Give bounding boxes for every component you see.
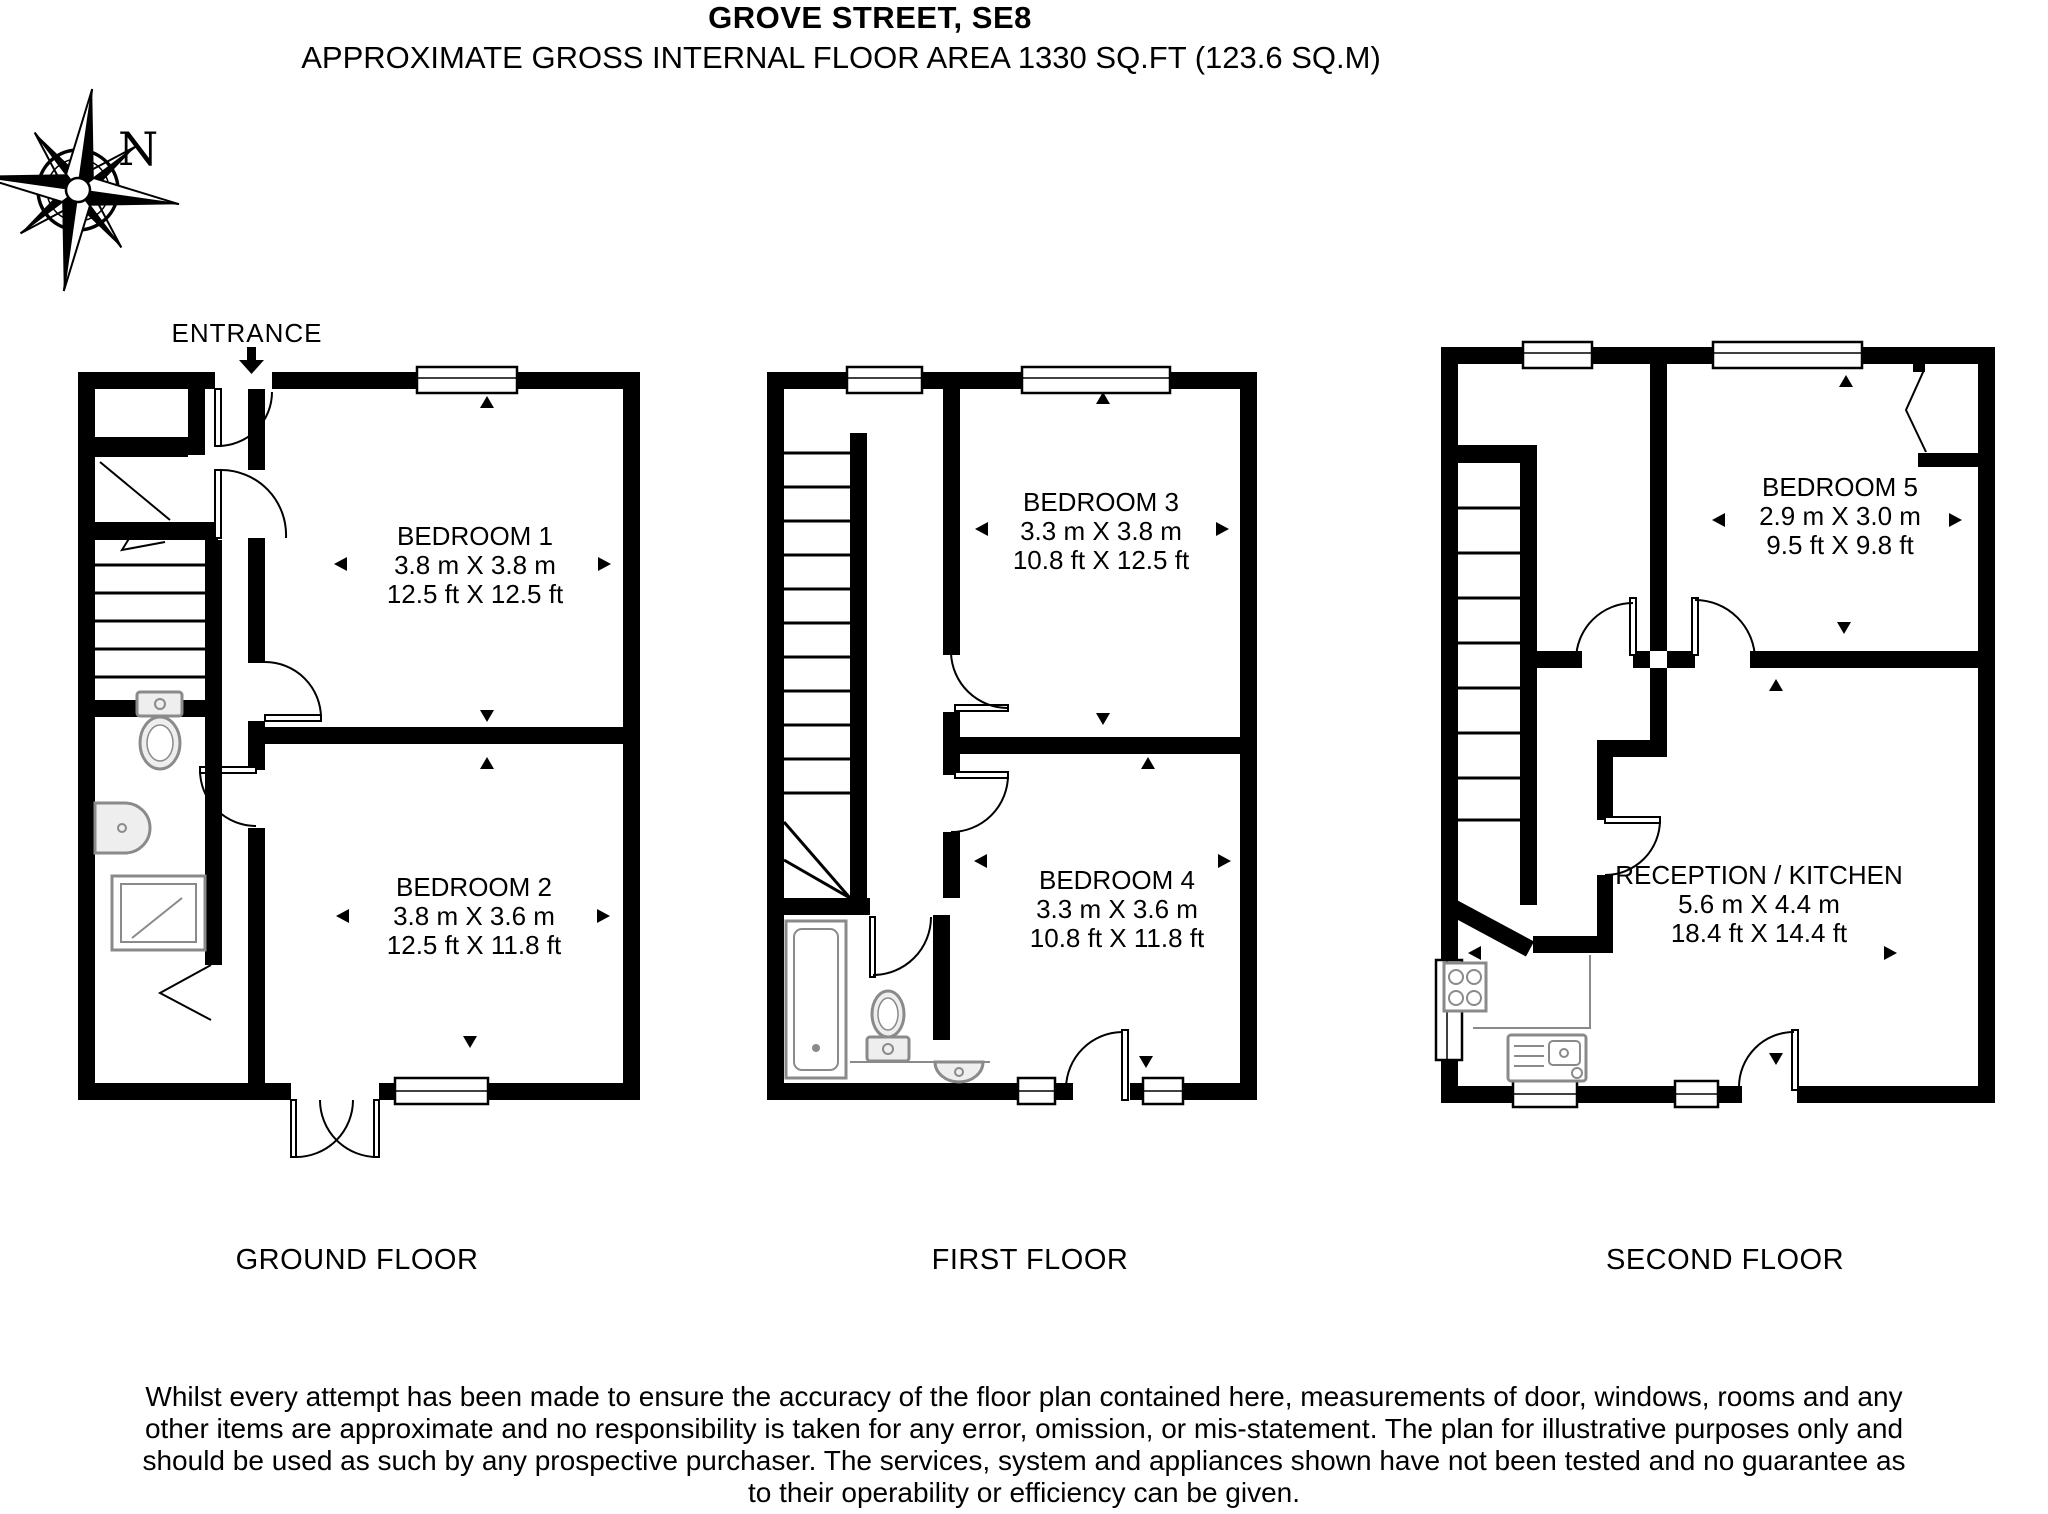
- sink-icon: [95, 803, 150, 853]
- room-label-reception-kitchen: [1615, 861, 1902, 948]
- sink-icon: [850, 1062, 990, 1082]
- room-label-bedroom3: [1013, 488, 1189, 575]
- room-imperial: 18.4 ft X 14.4 ft: [1670, 918, 1848, 948]
- disclaimer-line: other items are approximate and no responsibility is taken for any error, omission, or mis-statement. The plan for illustrative purposes only and: [144, 1413, 1904, 1444]
- compass-north-label: N: [118, 122, 159, 176]
- bathtub-icon: [786, 921, 846, 1078]
- room-metric: 3.8 m X 3.8 m: [394, 550, 556, 580]
- caption-second-floor: SECOND FLOOR: [1605, 1244, 1845, 1276]
- room-name: BEDROOM 2: [395, 872, 553, 902]
- chamfer-wall: [1450, 906, 1530, 949]
- room-imperial: 12.5 ft X 12.5 ft: [386, 579, 564, 609]
- room-metric: 3.8 m X 3.6 m: [393, 901, 555, 931]
- toilet-icon: [867, 991, 909, 1061]
- page-title: GROVE STREET, SE8: [708, 0, 1032, 35]
- disclaimer-line: Whilst every attempt has been made to ensure the accuracy of the floor plan contained here, measurements of door, windows, rooms and any: [145, 1381, 1903, 1412]
- caption-ground-floor: GROUND FLOOR: [235, 1244, 479, 1276]
- staircase: [784, 433, 867, 903]
- reception-exterior-door: [1739, 1030, 1798, 1090]
- room-label-bedroom1: [387, 522, 563, 609]
- staircase: [95, 540, 222, 717]
- kitchen-counter: [1473, 955, 1590, 1028]
- bedroom4-door: [951, 772, 1008, 832]
- staircase: [1458, 445, 1537, 905]
- toilet-icon: [137, 692, 182, 769]
- room-metric: 2.9 m X 3.0 m: [1759, 501, 1921, 531]
- room-label-bedroom4: [1030, 866, 1204, 953]
- closet: [1906, 364, 1978, 467]
- room-name: RECEPTION / KITCHEN: [1615, 860, 1903, 890]
- ground-floor-plan: [78, 367, 640, 1157]
- kitchen-sink-icon: [1508, 1035, 1586, 1081]
- caption-first-floor: FIRST FLOOR: [931, 1244, 1129, 1276]
- room-metric: 3.3 m X 3.6 m: [1036, 894, 1198, 924]
- room-metric: 5.6 m X 4.4 m: [1678, 889, 1840, 919]
- entrance-arrow-icon: [239, 347, 264, 374]
- hall-door: [215, 470, 286, 538]
- landing-door: [1576, 598, 1636, 660]
- closet-door-leaf: [100, 462, 170, 520]
- page-subtitle: APPROXIMATE GROSS INTERNAL FLOOR AREA 1330 SQ.FT (123.6 SQ.M): [301, 40, 1381, 75]
- room-imperial: 10.8 ft X 11.8 ft: [1029, 923, 1205, 953]
- disclaimer-line: should be used as such by any prospective purchaser. The services, system and appliances shown have not been tested and no guarantee as: [142, 1445, 1906, 1476]
- disclaimer: [142, 1381, 1905, 1509]
- french-doors: [291, 1100, 379, 1157]
- first-floor-plan: [767, 367, 1257, 1104]
- room-metric: 3.3 m X 3.8 m: [1020, 516, 1182, 546]
- shower-icon: [112, 876, 205, 950]
- entrance-label: ENTRANCE: [171, 318, 323, 348]
- hob-icon: [1444, 963, 1486, 1011]
- room-label-bedroom2: [387, 873, 561, 960]
- compass-icon: [0, 75, 193, 305]
- room-name: BEDROOM 3: [1022, 487, 1180, 517]
- bedroom5-door: [1692, 598, 1755, 660]
- room-name: BEDROOM 5: [1761, 472, 1919, 502]
- bathroom-door: [870, 917, 931, 977]
- disclaimer-line: to their operability or efficiency can be given.: [747, 1477, 1301, 1508]
- bedroom1-door: [265, 662, 321, 721]
- room-imperial: 12.5 ft X 11.8 ft: [386, 930, 562, 960]
- room-imperial: 9.5 ft X 9.8 ft: [1766, 530, 1914, 560]
- room-label-bedroom5: [1759, 473, 1921, 560]
- second-floor-plan: [1436, 342, 1995, 1107]
- room-name: BEDROOM 1: [396, 521, 554, 551]
- bathroom-door-ajar: [160, 965, 211, 1020]
- bedroom3-door: [951, 653, 1008, 711]
- bedroom4-exterior-door: [1066, 1030, 1128, 1100]
- room-name: BEDROOM 4: [1038, 865, 1196, 895]
- room-imperial: 10.8 ft X 12.5 ft: [1012, 545, 1190, 575]
